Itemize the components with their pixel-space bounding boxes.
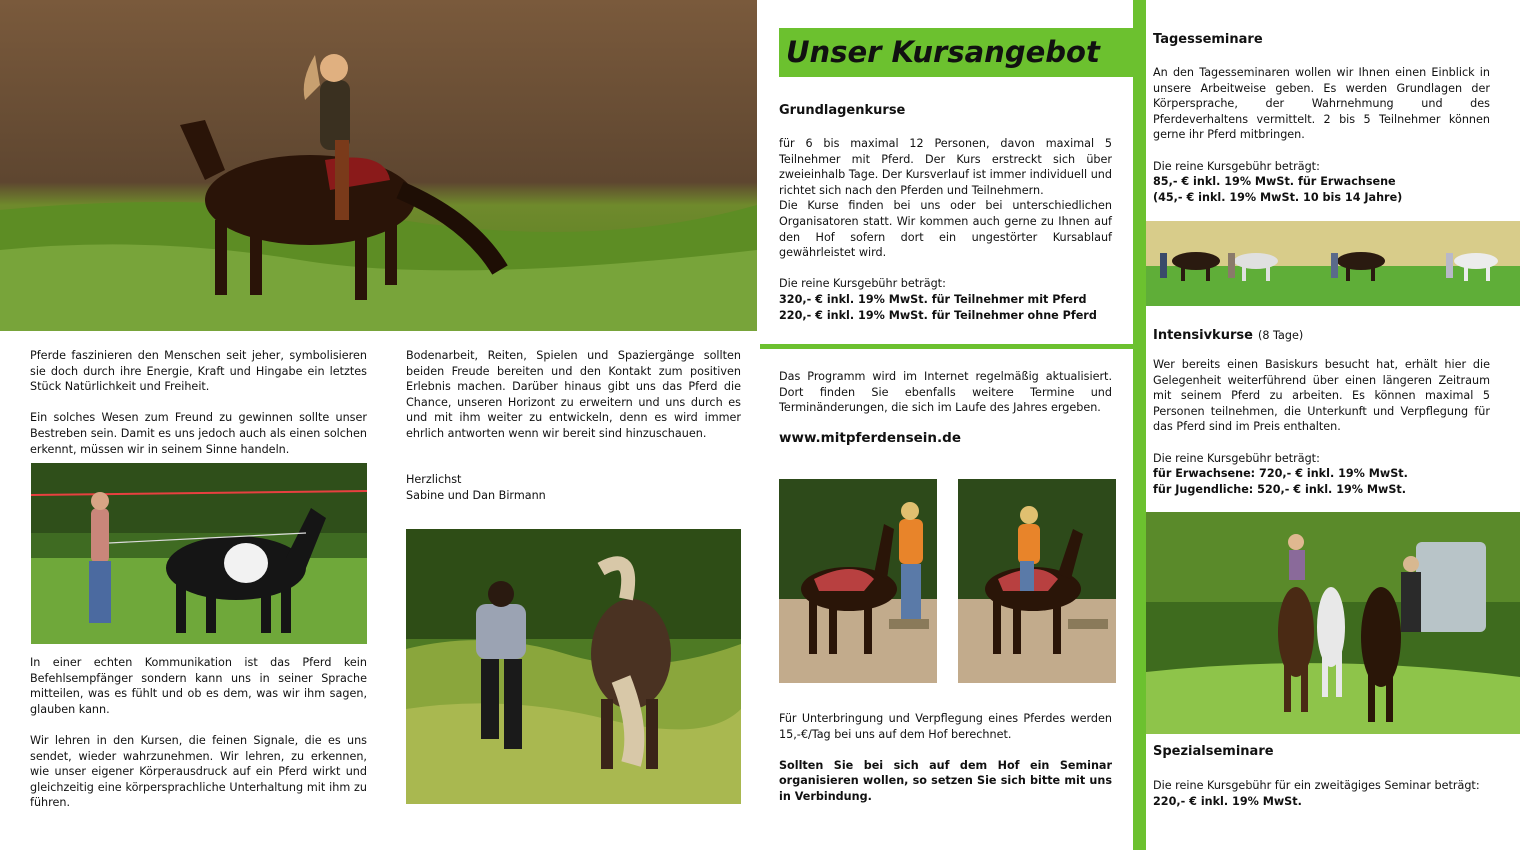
tages-fee-youth: (45,- € inkl. 19% MwSt. 10 bis 14 Jahre) [1153,190,1403,204]
tages-fee-intro: Die reine Kursgebühr beträgt: [1153,159,1320,173]
grundlagen-text [779,136,1112,323]
greeting: Herzlichst [406,473,462,486]
signature: Sabine und Dan Birmann [406,488,546,502]
intro-text [30,348,367,457]
website-link[interactable]: www.mitpferdensein.de [779,430,961,446]
photo-groundwork-longe [31,463,367,644]
photo-boy-with-horse-1 [779,479,937,683]
divider-horizontal [760,344,1133,349]
grundlagen-paragraph: für 6 bis maximal 12 Personen, davon maximal 5 Teilnehmer mit Pferd. Der Kurs erstreckt sich über zweieinhalb Tage. Der Kursverlauf ist immer individuell und richtet sich nach den Pferden und Teilnehmern. [779,137,1112,197]
intensiv-text [1153,357,1490,497]
photo-running-with-horse [406,529,741,804]
intensiv-fee-intro: Die reine Kursgebühr beträgt: [1153,451,1320,465]
spezial-text [1153,778,1490,809]
photo-group-leading-horses [1146,221,1520,306]
photo-riders-on-path [1146,512,1520,734]
fee-intro: Die reine Kursgebühr beträgt: [779,277,946,291]
grundlagen-heading: Grundlagenkurse [779,103,906,118]
program-text: Das Programm wird im Internet regelmäßig aktualisiert. Dort finden Sie ebenfalls weitere Termine und Terminänderungen, die sich im Laufe des Jahres ergeben. [779,370,1112,415]
intensiv-heading-row [1153,324,1303,344]
intensiv-paragraph: Wer bereits einen Basiskurs besucht hat, erhält hier die Gelegenheit weiterführend über einen längeren Zeitraum mit seinem Pferd zu arbeiten. Es können maximal 5 Personen teilnehmen, die Unterkunft und Verpflegung für das Pferd sind im Preis enthalten. [1153,358,1490,434]
spezial-heading: Spezialseminare [1153,744,1274,759]
tages-fee-adults: 85,- € inkl. 19% MwSt. für Erwachsene [1153,175,1396,189]
tages-text [1153,65,1490,205]
intro-paragraph: Ein solches Wesen zum Freund zu gewinnen sollte unser Bestreben sein. Damit es uns jedoch auch als einen solchen erkennt, müssen wir in seinem Sinne handeln. [30,411,367,456]
communication-text [30,655,367,811]
grundlagen-paragraph: Die Kurse finden bei uns oder bei unterschiedlichen Organisatoren statt. Wir kommen auch gerne zu Ihnen auf den Hof sofern dort ein ungestörter Kursablauf gewährleistet wird. [779,199,1112,260]
body-paragraph: Wir lehren in den Kursen, die feinen Signale, die es uns sendet, wieder wahrzunehmen. Wir lehren, zu erkennen, wie unser eigener Körperausdruck auf ein Pferd wirkt und gleichzeitig eine körpersprachliche Unterhaltung mit ihm zu führen. [30,733,367,810]
page-title: Unser Kursangebot [786,35,1100,69]
photo-rider-galloping [0,0,757,331]
intensiv-duration: (8 Tage) [1258,329,1304,342]
intensiv-fee-youth: für Jugendliche: 520,- € inkl. 19% MwSt. [1153,482,1406,496]
spezial-fee: 220,- € inkl. 19% MwSt. [1153,794,1302,808]
body-paragraph: In einer echten Kommunikation ist das Pferd kein Befehlsempfänger sondern kann uns in seiner Sprache mitteilen, was es fühlt und ob es dem, was wir ihm sagen, glauben kann. [30,656,367,716]
contact-paragraph: Sollten Sie bei sich auf dem Hof ein Seminar organisieren wollen, so setzen Sie sich bitte mit uns in Verbindung. [779,758,1112,803]
tages-paragraph: An den Tagesseminaren wollen wir Ihnen einen Einblick in unsere Arbeitweise geben. Es werden Grundlagen der Körpersprache, der Wahrnehmung und des Pferdeverhaltens vermittelt. 2 bis 5 Teilnehmer können gerne ihr Pferd mitbringen. [1153,66,1490,142]
divider-vertical [1133,0,1146,850]
fee-without-horse: 220,- € inkl. 19% MwSt. für Teilnehmer ohne Pferd [779,308,1097,322]
activities-text [406,348,741,442]
housing-text [779,711,1112,805]
spezial-paragraph: Die reine Kursgebühr für ein zweitägiges Seminar beträgt: [1153,779,1480,792]
housing-paragraph: Für Unterbringung und Verpflegung eines Pferdes werden 15,-€/Tag bei uns auf dem Hof berechnet. [779,712,1112,741]
intensiv-heading: Intensivkurse [1153,328,1253,343]
greeting-block [406,472,741,503]
fee-with-horse: 320,- € inkl. 19% MwSt. für Teilnehmer mit Pferd [779,292,1087,306]
photo-boy-with-horse-2 [958,479,1116,683]
activities-paragraph: Bodenarbeit, Reiten, Spielen und Spaziergänge sollten beiden Freude bereiten und den Kontakt zum positiven Erlebnis machen. Darüber hinaus gibt uns das Pferd die Chance, unseren Horizont zu erweitern und uns durch es und mit ihm weiter zu entwickeln, denn es wird immer ehrlich antworten wenn wir bereit sind hinzuschauen. [406,349,741,440]
tages-heading: Tagesseminare [1153,32,1263,47]
intro-paragraph: Pferde faszinieren den Menschen seit jeher, symbolisieren sie doch durch ihre Energie, Kraft und Hingabe ein letztes Stück Natürlichkeit und Freiheit. [30,349,367,394]
intensiv-fee-adults: für Erwachsene: 720,- € inkl. 19% MwSt. [1153,467,1408,481]
